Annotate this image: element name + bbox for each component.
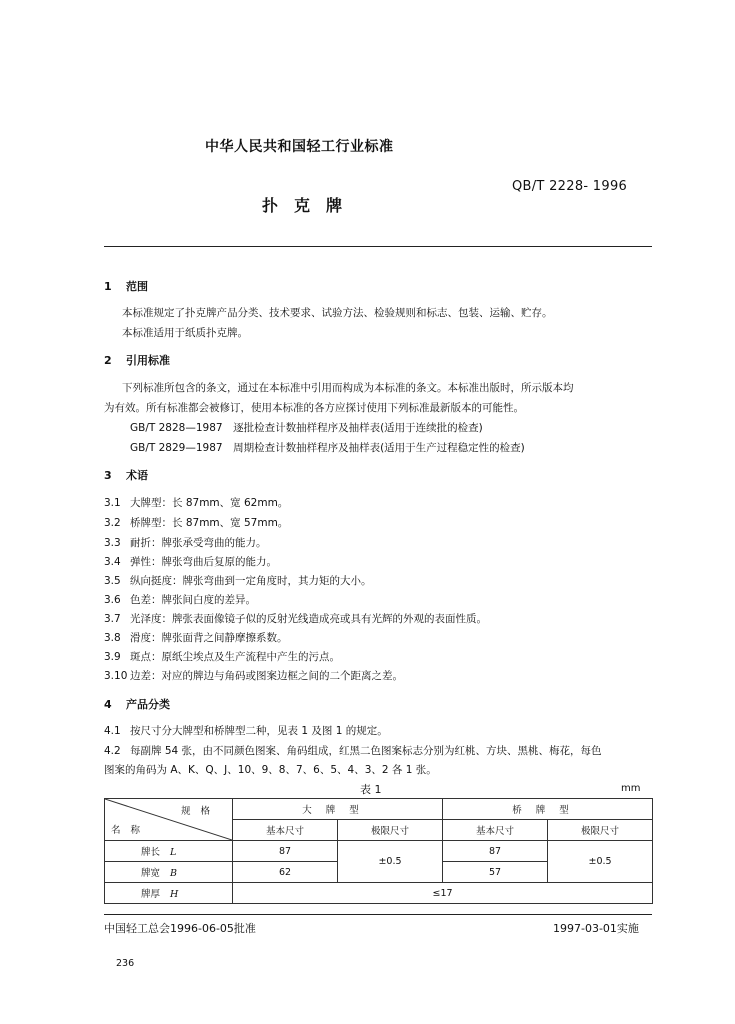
row-label: [105, 883, 233, 904]
term-text: 桥牌型：长 87mm、宽 57mm。: [130, 517, 289, 529]
term-item: [104, 649, 340, 664]
row-label-text: 牌厚: [141, 889, 161, 900]
section-2-heading: [104, 352, 170, 368]
sub-header-limit: 极限尺寸: [338, 820, 443, 841]
term-number: 3.8: [104, 632, 121, 644]
term-item: [104, 495, 288, 510]
table-corner-cell: [105, 799, 233, 841]
issuing-body: 中华人民共和国轻工行业标准: [205, 139, 394, 155]
term-text: 滑度：牌张面背之间静摩擦系数。: [130, 632, 288, 644]
term-item: [104, 554, 277, 569]
section-number: 2: [104, 354, 112, 367]
term-number: 3.1: [104, 497, 121, 509]
term-number: 3.6: [104, 594, 121, 606]
term-item: [104, 573, 372, 588]
term-text: 大牌型：长 87mm、宽 62mm。: [130, 497, 289, 509]
section-title: 范围: [126, 280, 148, 293]
term-text: 光泽度：牌张表面像镜子似的反射光线造成亮或具有光辉的外观的表面性质。: [130, 613, 487, 625]
footer-rule: [104, 914, 652, 915]
table-cell: ±0.5: [338, 841, 443, 883]
term-text: 色差：牌张间白度的差异。: [130, 594, 256, 606]
term-item: [104, 668, 403, 683]
row-symbol: H: [170, 889, 179, 900]
term-text: 斑点：原纸尘埃点及生产流程中产生的污点。: [130, 651, 340, 663]
term-text: 弹性：牌张弯曲后复原的能力。: [130, 556, 277, 568]
term-number: 3.5: [104, 575, 121, 587]
group-header-big: 大牌型: [233, 799, 443, 820]
row-label-text: 牌长: [141, 847, 161, 858]
section-1-heading: [104, 278, 148, 294]
table-cell: ≤17: [233, 883, 653, 904]
section-number: 3: [104, 469, 112, 482]
section-title: 术语: [126, 469, 148, 482]
section-number: 4: [104, 698, 112, 711]
term-number: 3.4: [104, 556, 121, 568]
clause-number: 4.2: [104, 745, 121, 757]
clause-item: [104, 723, 388, 738]
corner-header-spec: 规格: [180, 806, 220, 817]
document-title: 扑克牌: [262, 196, 359, 215]
table-row: [105, 841, 653, 862]
term-item: [104, 515, 288, 530]
row-label: [105, 841, 233, 862]
table-cell: 87: [443, 841, 548, 862]
group-header-bridge: 桥牌型: [443, 799, 653, 820]
sub-header-limit: 极限尺寸: [548, 820, 653, 841]
corner-header-name: 名称: [111, 825, 151, 836]
section-3-heading: [104, 467, 148, 483]
section-4-heading: [104, 696, 170, 712]
term-number: 3.7: [104, 613, 121, 625]
section-title: 引用标准: [126, 354, 170, 367]
sub-header-basic: 基本尺寸: [233, 820, 338, 841]
page-number: 236: [116, 958, 135, 969]
table-cell: 62: [233, 862, 338, 883]
paragraph: 本标准适用于纸质扑克牌。: [122, 327, 248, 339]
term-number: 3.9: [104, 651, 121, 663]
header-rule: [104, 246, 652, 247]
section-title: 产品分类: [126, 698, 170, 711]
table-row: [105, 883, 653, 904]
standard-number: QB/T 2228- 1996: [512, 179, 628, 194]
clause-continuation: 图案的角码为 A、K、Q、J、10、9、8、7、6、5、4、3、2 各 1 张。: [104, 764, 437, 776]
section-number: 1: [104, 280, 112, 293]
term-text: 边差：对应的牌边与角码或图案边框之间的二个距离之差。: [130, 670, 403, 682]
term-number: 3.3: [104, 537, 121, 549]
row-symbol: B: [170, 868, 177, 879]
implementation-date: 1997-03-01实施: [553, 922, 639, 935]
table-cell: 57: [443, 862, 548, 883]
reference-item: GB/T 2829—1987 周期检查计数抽样程序及抽样表(适用于生产过程稳定性的检查): [130, 442, 525, 454]
table-cell: ±0.5: [548, 841, 653, 883]
term-item: [104, 535, 267, 550]
sub-header-basic: 基本尺寸: [443, 820, 548, 841]
paragraph: 为有效。所有标准都会被修订，使用本标准的各方应探讨使用下列标准最新版本的可能性。: [104, 402, 524, 414]
term-item: [104, 630, 288, 645]
term-number: 3.10: [104, 670, 128, 682]
row-symbol: L: [170, 847, 177, 858]
approval-date: 中国轻工总会1996-06-05批准: [104, 922, 256, 935]
paragraph: 本标准规定了扑克牌产品分类、技术要求、试验方法、检验规则和标志、包装、运输、贮存。: [122, 307, 553, 319]
table-unit: mm: [621, 783, 641, 794]
clause-text: 按尺寸分大牌型和桥牌型二种，见表 1 及图 1 的规定。: [130, 725, 388, 737]
reference-item: GB/T 2828—1987 逐批检查计数抽样程序及抽样表(适用于连续批的检查): [130, 422, 483, 434]
term-number: 3.2: [104, 517, 121, 529]
clause-text: 每副牌 54 张，由不同颜色图案、角码组成，红黑二色图案标志分别为红桃、方块、黑桃、梅花，每色: [130, 745, 602, 757]
row-label: [105, 862, 233, 883]
term-item: [104, 592, 256, 607]
table-cell: 87: [233, 841, 338, 862]
clause-number: 4.1: [104, 725, 121, 737]
term-text: 耐折：牌张承受弯曲的能力。: [130, 537, 267, 549]
term-item: [104, 611, 487, 626]
table-caption: 表 1: [360, 783, 382, 796]
row-label-text: 牌宽: [141, 868, 161, 879]
clause-item: [104, 743, 602, 758]
paragraph: 下列标准所包含的条文，通过在本标准中引用而构成为本标准的条文。本标准出版时，所示版本均: [122, 382, 574, 394]
dimension-table: [104, 798, 653, 904]
term-text: 纵向挺度：牌张弯曲到一定角度时，其力矩的大小。: [130, 575, 372, 587]
